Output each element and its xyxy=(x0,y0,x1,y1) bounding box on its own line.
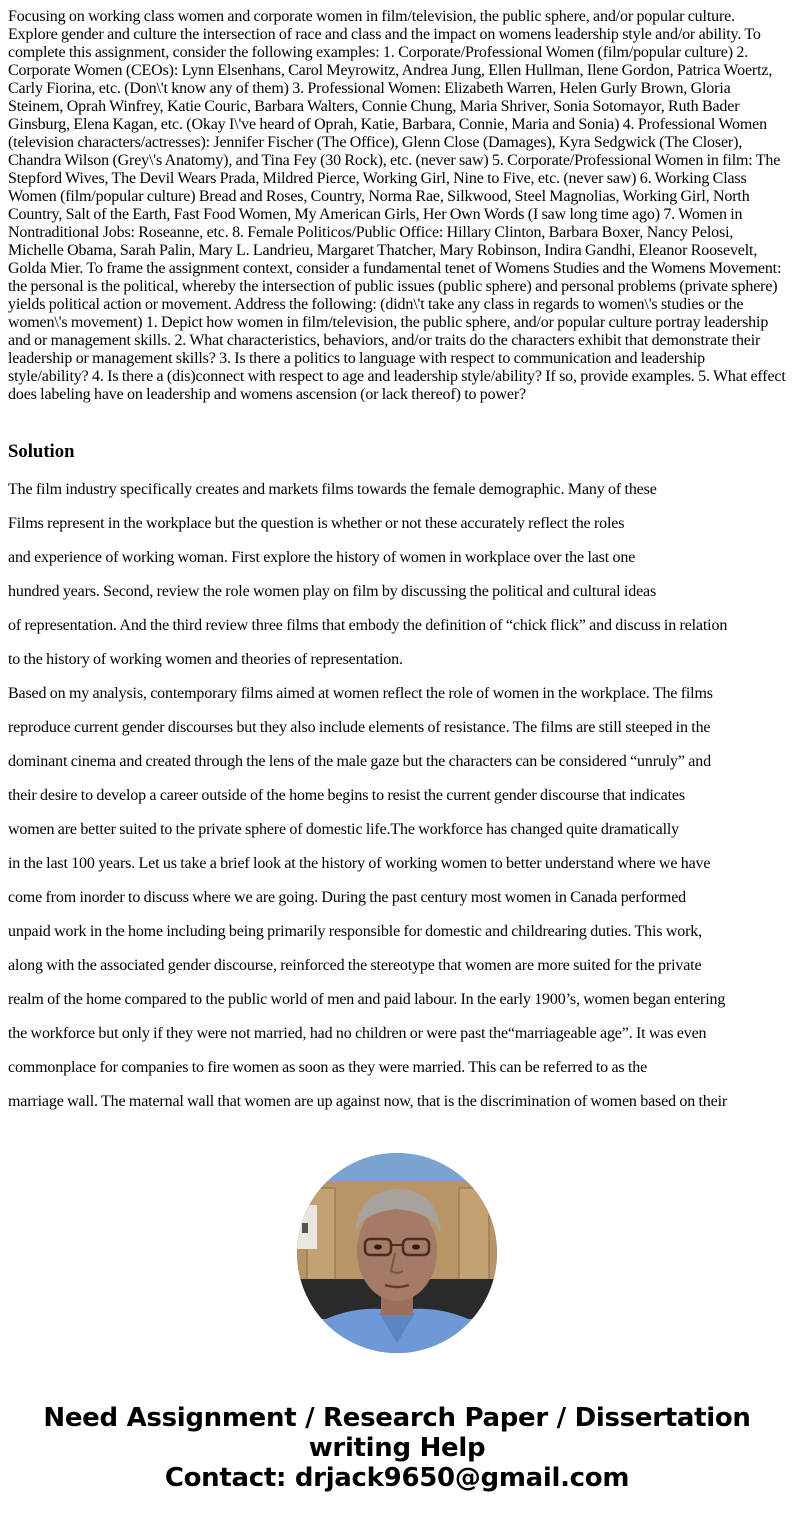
question-text: Focusing on working class women and corporate women in film/television, the public sphere, and/or popular culture. Explore gender and culture the intersection of race and class and the impact on womens leadership style and/or ability. To complete this assignment, consider the following examples: 1. Corporate/Professional Women (film/popular culture) 2. Corporate Women (CEOs): Lynn Elsenhans, Carol Meyrowitz, Andrea Jung, Ellen Hullman, Ilene Gordon, Patrica Woertz, Carly Fiorina, etc. (Don\'t know any of them) 3. Professional Women: Elizabeth Warren, Helen Gurly Brown, Gloria Steinem, Oprah Winfrey, Katie Couric, Barbara Walters, Connie Chung, Maria Shriver, Sonia Sotomayor, Ruth Bader Ginsburg, Elena Kagan, etc. (Okay I\'ve heard of Oprah, Katie, Barbara, Connie, Maria and Sonia) 4. Professional Women (television characters/actresses): Jennifer Fischer (The Office), Glenn Close (Damages), Kyra Sedgwick (The Closer), Chandra Wilson (Grey\'s Anatomy), and Tina Fey (30 Rock), etc. (never saw) 5. Corporate/Professional Women in film: The Stepford Wives, The Devil Wears Prada, Mildred Pierce, Working Girl, Nine to Five, etc. (never saw) 6. Working Class Women (film/popular culture) Bread and Roses, Country, Norma Rae, Silkwood, Steel Magnolias, Working Girl, North Country, Salt of the Earth, Fast Food Women, My American Girls, Her Own Words (I saw long time ago) 7. Women in Nontraditional Jobs: Roseanne, etc. 8. Female Politicos/Public Office: Hillary Clinton, Barbara Boxer, Nancy Pelosi, Michelle Obama, Sarah Palin, Mary L. Landrieu, Margaret Thatcher, Mary Robinson, Indira Gandhi, Eleanor Roosevelt, Golda Mier. To frame the assignment context, consider a fundamental tenet of Womens Studies and the Womens Movement: the personal is the political, whereby the intersection of public issues (public sphere) and personal problems (private sphere) yields political action or movement. Address the following: (didn\'t take any class in regards to women\'s studies or the women\'s movement) 1. Depict how women in film/television, the public sphere, and/or popular culture portray leadership and or management skills. 2. What characteristics, behaviors, and/or traits do the characters exhibit that demonstrate their leadership or management skills? 3. Is there a politics to language with respect to communication and leadership style/ability? 4. Is there a (dis)connect with respect to age and leadership style/ability? If so, provide examples. 5. What effect does labeling have on leadership and womens ascension (or lack thereof) to power? xyxy=(8,8,786,403)
solution-line: the workforce but only if they were not married, had no children or were past the“marriageable age”. It was even xyxy=(8,1025,707,1042)
author-avatar xyxy=(297,1153,497,1353)
solution-line: The film industry specifically creates and markets films towards the female demographic. Many of these xyxy=(8,481,657,498)
solution-line: unpaid work in the home including being primarily responsible for domestic and childrearing duties. This work, xyxy=(8,923,702,940)
solution-line: realm of the home compared to the public world of men and paid labour. In the early 1900’s, women began entering xyxy=(8,991,726,1008)
solution-heading: Solution xyxy=(8,441,75,462)
solution-line: to the history of working women and theories of representation. xyxy=(8,651,403,668)
promo-contact: Contact: drjack9650@gmail.com xyxy=(164,1463,630,1493)
promo-line-2: writing Help xyxy=(308,1433,486,1463)
solution-line: dominant cinema and created through the lens of the male gaze but the characters can be considered “unruly” and xyxy=(8,753,711,770)
solution-line: reproduce current gender discourses but they also include elements of resistance. The films are still steeped in the xyxy=(8,719,711,736)
solution-line: of representation. And the third review three films that embody the definition of “chick flick” and discuss in relation xyxy=(8,617,728,634)
solution-line: commonplace for companies to fire women as soon as they were married. This can be referred to as the xyxy=(8,1059,648,1076)
solution-line: marriage wall. The maternal wall that women are up against now, that is the discrimination of women based on their xyxy=(8,1093,728,1110)
solution-line: Based on my analysis, contemporary films aimed at women reflect the role of women in the workplace. The films xyxy=(8,685,713,702)
solution-line: Films represent in the workplace but the question is whether or not these accurately reflect the roles xyxy=(8,515,625,532)
solution-line: come from inorder to discuss where we are going. During the past century most women in Canada performed xyxy=(8,889,686,906)
solution-line: and experience of working woman. First explore the history of women in workplace over the last one xyxy=(8,549,636,566)
solution-line: in the last 100 years. Let us take a brief look at the history of working women to better understand where we have xyxy=(8,855,711,872)
solution-line: their desire to develop a career outside of the home begins to resist the current gender discourse that indicates xyxy=(8,787,685,804)
promo-banner xyxy=(0,1403,794,1493)
solution-line: along with the associated gender discourse, reinforced the stereotype that women are more suited for the private xyxy=(8,957,702,974)
portrait-image xyxy=(297,1153,497,1353)
solution-line: hundred years. Second, review the role women play on film by discussing the political and cultural ideas xyxy=(8,583,657,600)
solution-body xyxy=(8,479,788,1125)
promo-line-1: Need Assignment / Research Paper / Dissertation xyxy=(43,1403,751,1433)
solution-line: women are better suited to the private sphere of domestic life.The workforce has changed quite dramatically xyxy=(8,821,680,838)
